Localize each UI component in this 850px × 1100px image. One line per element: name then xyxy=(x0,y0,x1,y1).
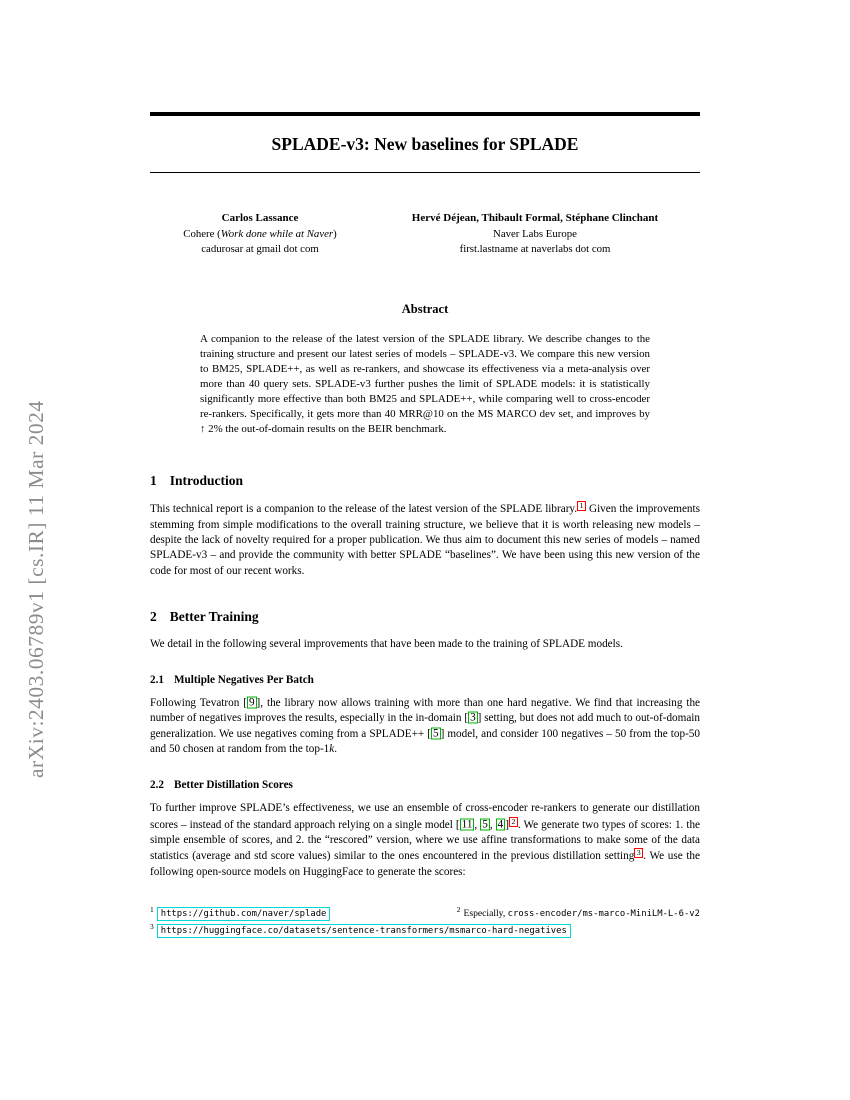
authors-block xyxy=(150,211,700,258)
abstract-heading: Abstract xyxy=(401,301,449,316)
section-heading-better-training xyxy=(150,609,700,625)
italic-text-run: k xyxy=(329,743,335,756)
section-title: Introduction xyxy=(169,473,244,489)
paper-title: SPLADE-v3: New baselines for SPLADE xyxy=(271,134,579,154)
subsection-heading-multiple-negatives xyxy=(150,674,700,686)
text-run: Given the improvements stemming from simple modifications to the overall training structure, we believe that it is worth releasing new models – despite the lack of novelty required for a proper publication. We thus aim to document this new series of models – named SPLADE-v3 – and provide the community with better SPLADE “baselines”. We have been using this new version of the code for most of our recent works. xyxy=(150,503,700,577)
footnote-number: 2 xyxy=(456,904,461,914)
introduction-paragraph xyxy=(150,501,700,578)
footnote-1-link[interactable]: https://github.com/naver/splade xyxy=(157,907,331,921)
author-email-left: cadurosar at gmail dot com xyxy=(201,243,319,256)
footnote-number: 1 xyxy=(150,904,154,914)
subsection-title: Better Distillation Scores xyxy=(173,779,293,792)
footnote-row-1 xyxy=(150,906,700,922)
footnote-2-model-name: cross-encoder/ms-marco-MiniLM-L-6-v2 xyxy=(507,908,700,919)
subsection-number: 2.2 xyxy=(150,779,164,792)
citation-link[interactable]: 5 xyxy=(432,727,439,740)
multiple-negatives-paragraph xyxy=(150,696,700,757)
citation-link[interactable]: 4 xyxy=(497,818,504,831)
text-run: To further improve SPLADE’s effectiveness, we use an ensemble of cross-encoder re-rankers to generate our distillation scores – instead of the standard approach relying on a single model [ xyxy=(150,802,700,831)
footnote-1 xyxy=(150,906,330,922)
text-run: . We use the following open-source models on HuggingFace to generate the scores: xyxy=(150,850,700,878)
footnote-2-text: Especially, xyxy=(463,907,508,919)
section-number: 1 xyxy=(150,473,157,489)
subsection-number: 2.1 xyxy=(150,674,164,687)
text-run: . We generate two types of scores: 1. the simple ensemble of scores, and 2. the “rescored” version, where we use affine transformations to make some of the data statistics (average and std score values) similar to the ones encountered in the previous distillation setting xyxy=(150,818,701,863)
title-rule-top xyxy=(150,112,700,116)
text-run: ] xyxy=(505,818,509,831)
subsection-heading-distillation-scores xyxy=(150,779,700,791)
section-number: 2 xyxy=(150,608,157,624)
text-run: ] model, and consider 100 negatives – 50 from the top-50 and 50 chosen at random from the top-1 xyxy=(150,727,700,756)
text-run: ) xyxy=(333,227,337,240)
subsection-title: Multiple Negatives Per Batch xyxy=(173,674,314,687)
citation-link[interactable]: 3 xyxy=(470,711,476,724)
citation-link[interactable]: 5 xyxy=(482,818,488,831)
text-run: Following Tevatron [ xyxy=(150,697,247,710)
text-run: . xyxy=(334,743,338,756)
author-name-left: Carlos Lassance xyxy=(221,212,299,225)
section-title: Better Training xyxy=(169,608,259,624)
footnote-3-link[interactable]: https://huggingface.co/datasets/sentence-transformers/msmarco-hard-negatives xyxy=(157,924,571,938)
text-run: This technical report is a companion to the release of the latest version of the SPLADE library. xyxy=(150,503,578,516)
text-run: , xyxy=(474,818,481,831)
author-name-right: Hervé Déjean, Thibault Formal, Stéphane Clinchant xyxy=(411,212,659,225)
citation-link[interactable]: 9 xyxy=(248,696,255,709)
better-training-paragraph xyxy=(150,637,700,652)
text-run: , xyxy=(489,818,496,831)
italic-text-run: Work done while at Naver xyxy=(220,227,334,240)
footnote-3 xyxy=(150,923,571,939)
footnote-number: 3 xyxy=(150,921,154,931)
footnote-marker[interactable]: 3 xyxy=(634,848,643,858)
paper-page xyxy=(150,0,700,939)
author-affiliation-left xyxy=(150,227,370,243)
text-run: ] setting, but does not add much to out-of-domain generalization. We use negatives coming from a SPLADE++ [ xyxy=(150,712,700,740)
text-run: ], the library now allows training with more than one hard negative. We find that increasing the number of negatives improves the results, especially in the in-domain [ xyxy=(150,697,700,725)
citation-link[interactable]: 11 xyxy=(461,818,473,831)
footnote-marker[interactable]: 1 xyxy=(577,501,586,511)
abstract-text: A companion to the release of the latest version of the SPLADE library. We describe changes to the training structure and present our latest series of models – SPLADE-v3. We compare this new version to BM25, SPLADE++, as well as re-rankers, and showcase its effectiveness via a meta-analysis over more than 40 query sets. SPLADE-v3 further pushes the limit of SPLADE models: it is statistically significantly more effective than both BM25 and SPLADE++, while comparing well to cross-encoder re-rankers. Specifically, it gets more than 40 MRR@10 on the MS MARCO dev set, and improves by ↑ 2% the out-of-domain results on the BEIR benchmark. xyxy=(200,332,650,436)
arxiv-watermark: arXiv:2403.06789v1 [cs.IR] 11 Mar 2024 xyxy=(24,400,48,778)
title-rule-bottom xyxy=(150,172,700,173)
author-block-right xyxy=(370,211,700,258)
text-run: Cohere ( xyxy=(183,227,221,240)
author-affiliation-right: Naver Labs Europe xyxy=(493,227,577,240)
author-email-right: first.lastname at naverlabs dot com xyxy=(459,243,611,256)
text-run: We detail in the following several improvements that have been made to the training of SPLADE models. xyxy=(150,637,623,650)
section-heading-introduction xyxy=(150,473,700,489)
distillation-scores-paragraph xyxy=(150,801,700,879)
author-block-left xyxy=(150,211,370,258)
footnote-2 xyxy=(457,906,700,922)
footnote-marker[interactable]: 2 xyxy=(509,817,518,827)
footnotes xyxy=(150,906,700,939)
footnote-row-2 xyxy=(150,923,700,939)
